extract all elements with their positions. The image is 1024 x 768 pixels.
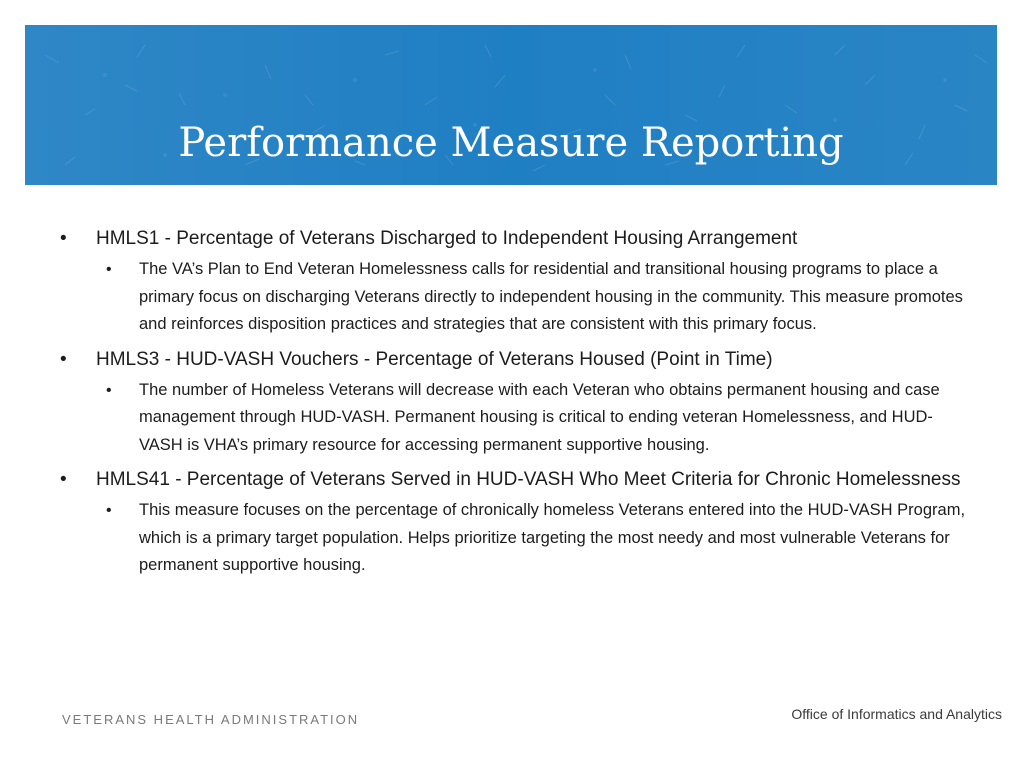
- measure-heading: HMLS3 - HUD-VASH Vouchers - Percentage of Veterans Housed (Point in Time): [96, 348, 773, 370]
- list-item: [60, 465, 975, 580]
- bullet-icon: •: [106, 381, 112, 399]
- measure-description: The number of Homeless Veterans will decrease with each Veteran who obtains permanent housing and case management through HUD-VASH. Permanent housing is critical to ending veteran Homelessness, and HUD-VASH is VHA’s primary resource for accessing permanent supportive housing.: [139, 380, 940, 454]
- sub-list-item: [96, 377, 975, 460]
- sub-list-item: [96, 256, 975, 339]
- footer-office: Office of Informatics and Analytics: [791, 706, 1002, 722]
- list-item: [60, 224, 975, 339]
- bullet-icon: •: [60, 348, 67, 370]
- bullet-icon: •: [60, 228, 67, 249]
- footer-organization: VETERANS HEALTH ADMINISTRATION: [62, 712, 360, 727]
- title-banner: [25, 25, 997, 185]
- slide-title: Performance Measure Reporting: [178, 120, 844, 166]
- bullet-icon: •: [106, 502, 112, 519]
- list-item: [60, 345, 975, 460]
- measure-description: The VA’s Plan to End Veteran Homelessness calls for residential and transitional housing programs to place a primary focus on discharging Veterans directly to independent housing in the community. This measure promotes and reinforces disposition practices and strategies that are consistent with this primary focus.: [139, 260, 963, 333]
- bullet-list: [60, 224, 975, 586]
- measure-heading: HMLS41 - Percentage of Veterans Served in HUD-VASH Who Meet Criteria for Chronic Homelessness: [96, 469, 961, 490]
- bullet-icon: •: [60, 469, 67, 490]
- sub-list-item: [96, 497, 975, 580]
- measure-description: This measure focuses on the percentage of chronically homeless Veterans entered into the HUD-VASH Program, which is a primary target population. Helps prioritize targeting the most needy and most vulnerable Veterans for permanent supportive housing.: [139, 501, 966, 574]
- bullet-icon: •: [106, 261, 112, 278]
- measure-heading: HMLS1 - Percentage of Veterans Discharged to Independent Housing Arrangement: [96, 228, 798, 249]
